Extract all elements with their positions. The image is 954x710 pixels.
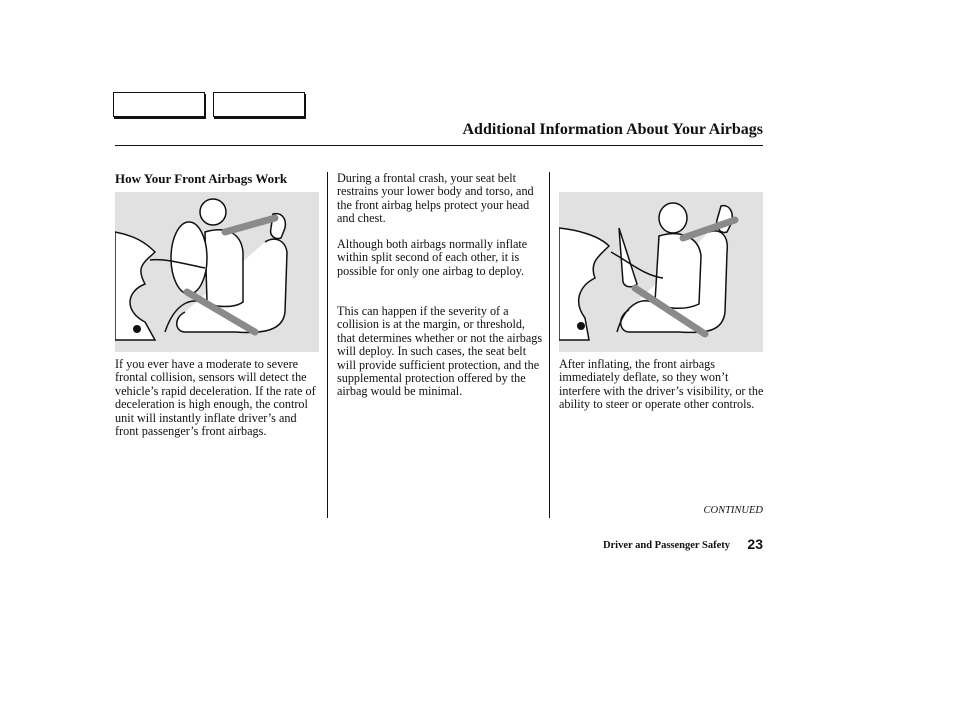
page-title: Additional Information About Your Airbags [462,121,763,138]
column-divider-1 [327,172,328,518]
continued-label: CONTINUED [703,505,763,516]
page-number: 23 [747,536,763,552]
airbag-deflated-drawing [559,192,763,352]
middle-paragraph-1: During a frontal crash, your seat belt restrains your lower body and torso, and the front airbag helps protect your head and chest. [337,171,534,226]
airbag-inflated-drawing [115,192,319,352]
nav-tab-box-1[interactable] [113,92,205,117]
section-subheading: How Your Front Airbags Work [115,171,288,186]
column-divider-2 [549,172,550,518]
left-column-text: If you ever have a moderate to severe frontal collision, sensors will detect the vehicle’s rapid deceleration. If the rate of deceleration is high enough, the control unit will instantly inflate driver’s and front passenger’s front airbags. [115,357,316,439]
driver-airbag-inflated-illustration [115,192,319,352]
footer-section-name: Driver and Passenger Safety [602,540,730,551]
nav-tab-box-2[interactable] [213,92,305,117]
title-divider [115,145,763,146]
middle-paragraph-3: This can happen if the severity of a collision is at the margin, or threshold, that determines whether or not the airbags will deploy. In such cases, the seat belt will provide sufficient protection, and the supplemental protection offered by the airbag would be minimal. [337,304,543,399]
right-column-text: After inflating, the front airbags immediately deflate, so they won’t interfere with the driver’s visibility, or the ability to steer or operate other controls. [559,357,764,412]
driver-airbag-deflated-illustration [559,192,763,352]
middle-paragraph-2: Although both airbags normally inflate within split second of each other, it is possible for only one airbag to deploy. [337,237,528,278]
